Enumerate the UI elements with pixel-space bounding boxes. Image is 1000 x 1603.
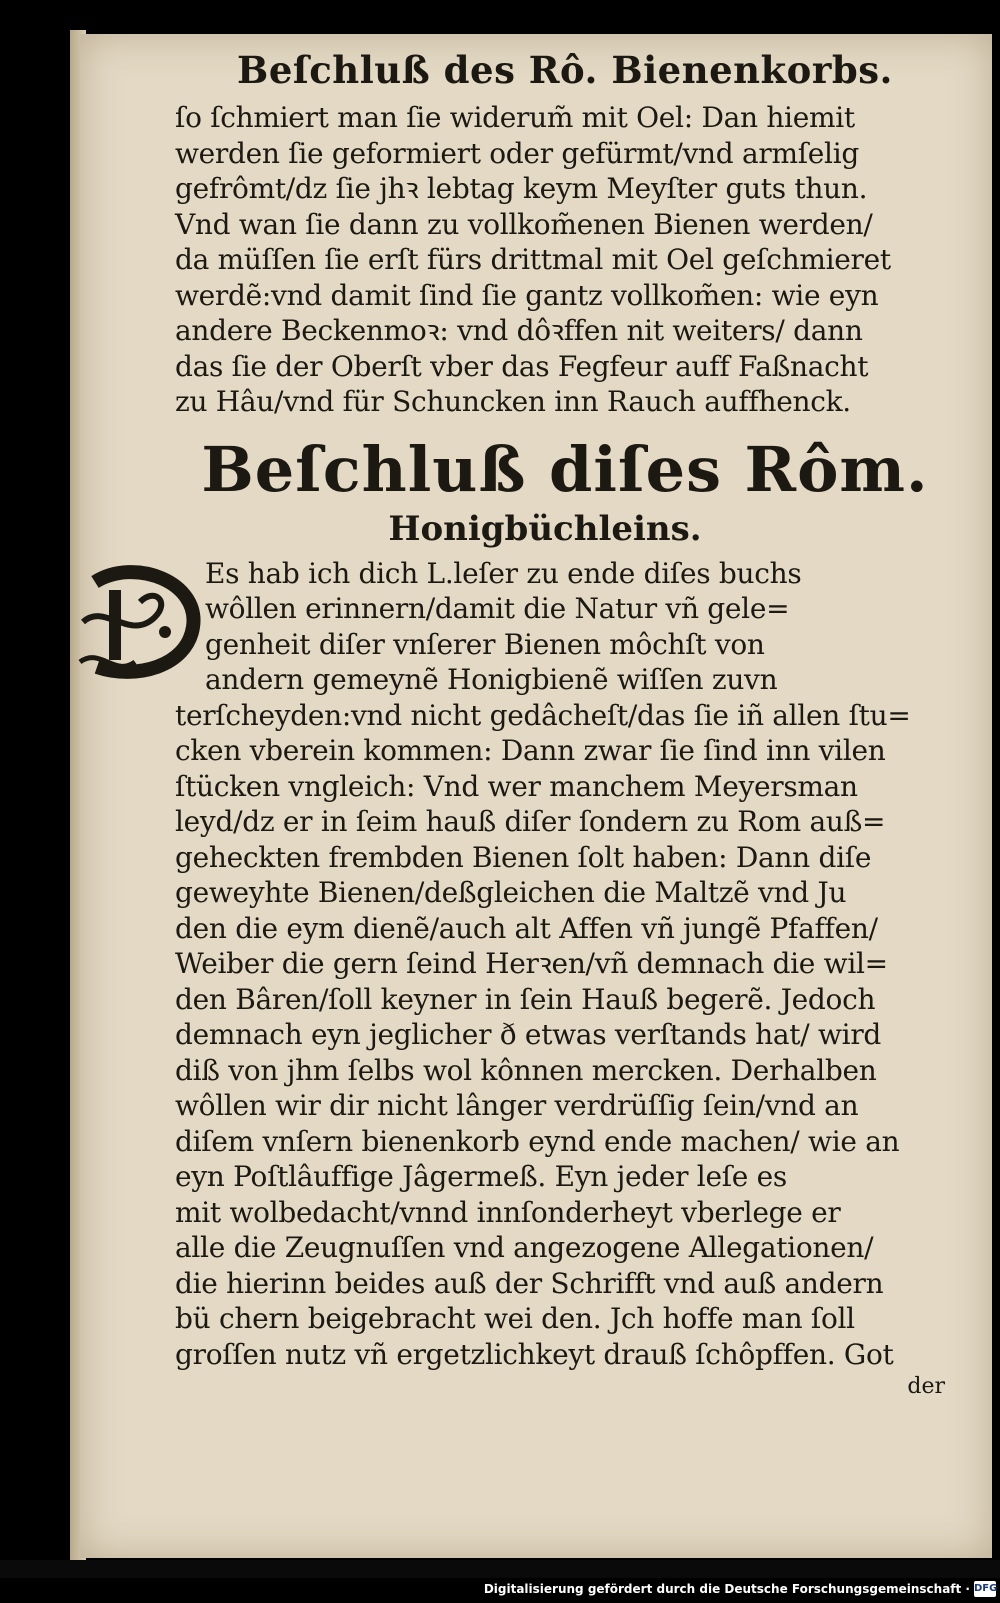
text-line: wôllen erinnern/damit die Natur vñ gele= (205, 592, 790, 625)
text-line: bü chern beigebracht wei den. Jch hoffe man ſoll (175, 1302, 855, 1335)
text-block (175, 48, 955, 1400)
text-line: diſem vnſern bienenkorb eynd ende machen/ wie an (175, 1124, 900, 1158)
text-line: alle die Zeugnuſſen vnd angezogene Allegationen/ (175, 1231, 874, 1264)
text-line: cken vberein kommen: Dann zwar ſie ſind inn vilen (175, 734, 886, 767)
text-line: diß von jhm ſelbs wol kônnen mercken. Derhalben (175, 1053, 877, 1087)
text-line: werdẽ:vnd damit ſind ſie gantz vollkom̃en: wie eyn (175, 278, 879, 312)
section-title: Beſchluß diſes Rôm. (201, 432, 929, 506)
text-line: die hierinn beides auß der Schrifft vnd auß andern (175, 1266, 884, 1300)
top-paragraph (175, 100, 955, 420)
text-line: terſcheyden:vnd nicht gedâcheſt/das ſie iñ allen ſtu= (175, 698, 911, 732)
text-line: genheit diſer vnſerer Bienen môchſt von (205, 627, 765, 661)
text-line: Vnd wan ſie dann zu vollkom̃enen Bienen werden/ (175, 207, 873, 241)
text-line: ſo ſchmiert man ſie widerum̃ mit Oel: Dan hiemit (175, 101, 855, 134)
text-line: werden ſie geformiert oder gefürmt/vnd armſelig (175, 136, 859, 170)
scan-border (0, 1560, 1000, 1578)
funding-credit: Digitalisierung gefördert durch die Deutsche Forschungsgemeinschaft · (483, 1582, 970, 1596)
dfg-logo-icon: DFG (974, 1581, 996, 1597)
text-line: demnach eyn jeglicher ð etwas verſtands hat/ wird (175, 1018, 882, 1051)
text-line: das ſie der Oberſt vber das Fegfeur auff Faßnacht (175, 349, 869, 383)
text-line: gefrômt/dz ſie jhꝛ lebtag keym Meyſter guts thun. (175, 172, 868, 205)
text-line: ſtücken vngleich: Vnd wer manchem Meyersman (175, 769, 858, 803)
body-paragraph (175, 698, 955, 1373)
running-head: Beſchluß des Rô. Bienenkorbs. (237, 48, 893, 92)
catchword: der (907, 1374, 945, 1399)
text-line: Es hab ich dich L.leſer zu ende diſes buchs (205, 556, 802, 590)
text-line: geheckten frembden Bienen ſolt haben: Dann diſe (175, 840, 872, 874)
text-line: eyn Poſtlâuffige Jâgermeß. Eyn jeder leſe es (175, 1160, 788, 1193)
text-line: geweyhte Bienen/deßgleichen die Maltzẽ vnd Ju (175, 876, 847, 909)
initial-paragraph (175, 556, 955, 698)
text-line: mit wolbedacht/vnnd innſonderheyt vberlege er (175, 1195, 841, 1229)
text-line: leyd/dz er in ſeim hauß diſer ſondern zu Rom auß= (175, 805, 886, 838)
text-line: groſſen nutz vñ ergetzlichkeyt drauß ſchôpffen. Got (175, 1337, 894, 1371)
footer-bar (0, 1578, 1000, 1603)
text-line: zu Hâu/vnd für Schuncken inn Rauch auffhenck. (175, 385, 851, 418)
text-line: andere Beckenmoꝛ: vnd dôꝛffen nit weiters/ dann (175, 314, 863, 347)
text-line: andern gemeynẽ Honigbienẽ wiſſen zuvn (205, 663, 778, 696)
text-line: Weiber die gern ſeind Herꝛen/vñ demnach die wil= (175, 947, 888, 980)
text-line: wôllen wir dir nicht lânger verdrüſſig ſein/vnd an (175, 1089, 859, 1122)
section-subtitle: Honigbüchleins. (388, 508, 702, 549)
decorated-initial-d-icon (75, 562, 205, 682)
text-line: den die eym dienẽ/auch alt Affen vñ jungẽ Pfaffen/ (175, 911, 878, 945)
text-line: da müſſen ſie erſt fürs drittmal mit Oel geſchmieret (175, 243, 891, 276)
text-line: den Bâren/ſoll keyner in ſein Hauß begerẽ. Jedoch (175, 982, 876, 1016)
